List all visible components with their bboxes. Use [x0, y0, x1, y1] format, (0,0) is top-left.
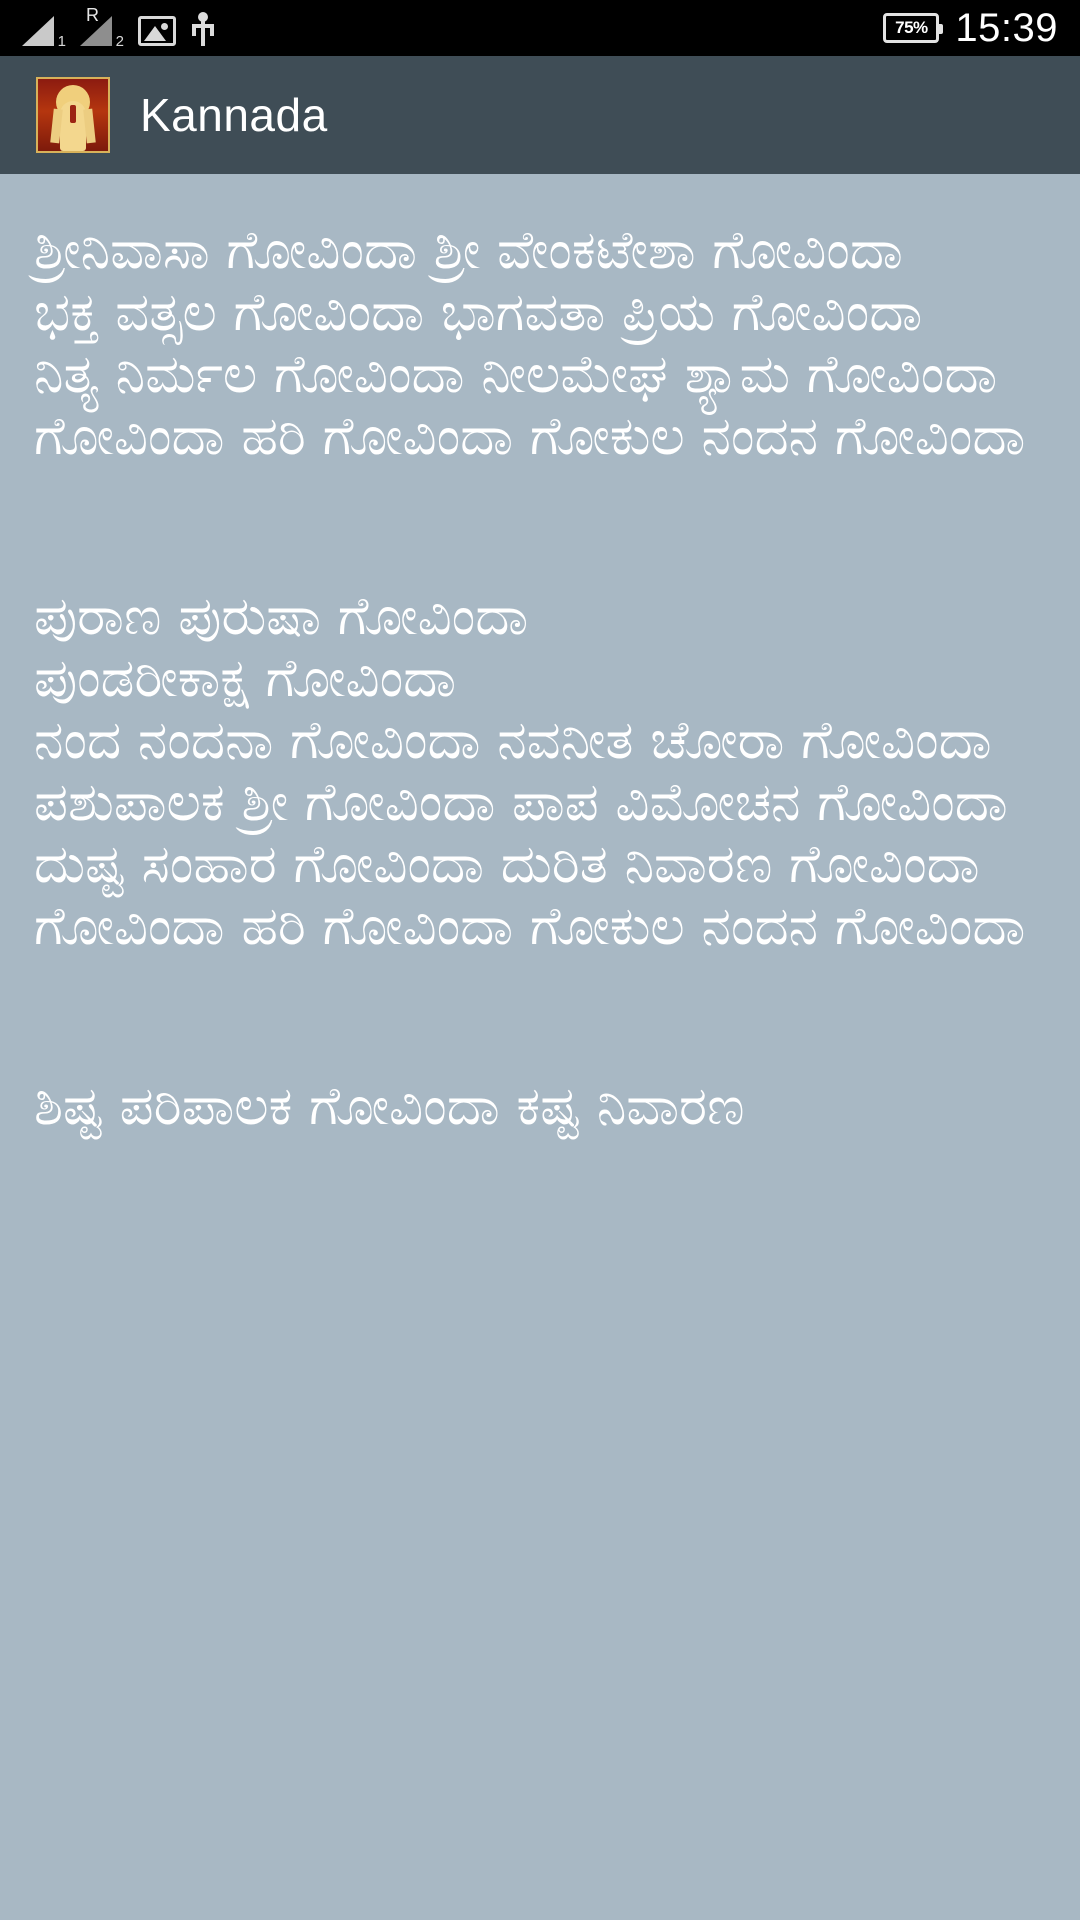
signal-bars-sim2-icon: [80, 5, 124, 50]
status-bar-clock: 15:39: [955, 5, 1058, 50]
lyrics-verse: [34, 1076, 1046, 1138]
lyrics-line: ದುಷ್ಟ ಸಂಹಾರ ಗೋವಿಂದಾ ದುರಿತ ನಿವಾರಣ ಗೋವಿಂದಾ: [34, 835, 980, 894]
battery-percent: 75%: [895, 18, 928, 37]
sim2-label: 2: [115, 33, 124, 50]
venkateswara-deity-icon: [36, 77, 110, 153]
lyrics-line: ನಿತ್ಯ ನಿರ್ಮಲ ಗೋವಿಂದಾ ನೀಲಮೇಘ ಶ್ಯಾಮ ಗೋವಿಂದಾ: [34, 345, 998, 404]
lyrics-line: ಶ್ರೀನಿವಾಸಾ ಗೋವಿಂದಾ ಶ್ರೀ ವೇಂಕಟೇಶಾ ಗೋವಿಂದಾ: [34, 221, 903, 280]
lyrics-verse: [34, 586, 1046, 958]
lyrics-line: ಪಶುಪಾಲಕ ಶ್ರೀ ಗೋವಿಂದಾ ಪಾಪ ವಿಮೋಚನ ಗೋವಿಂದಾ: [34, 773, 1008, 832]
signal-bars-sim1-icon: [22, 12, 66, 50]
battery-icon: [883, 13, 939, 43]
status-bar-left-icons: [22, 0, 216, 56]
lyrics-line: ಭಕ್ತ ವತ್ಸಲ ಗೋವಿಂದಾ ಭಾಗವತಾ ಪ್ರಿಯ ಗೋವಿಂದಾ: [34, 283, 923, 342]
lyrics-line: ಶಿಷ್ಟ ಪರಿಪಾಲಕ ಗೋವಿಂದಾ ಕಷ್ಟ ನಿವಾರಣ: [34, 1077, 745, 1136]
roaming-label: R: [86, 5, 99, 25]
lyrics-line: ನಂದ ನಂದನಾ ಗೋವಿಂದಾ ನವನೀತ ಚೋರಾ ಗೋವಿಂದಾ: [34, 711, 992, 770]
lyrics-verse: [34, 220, 1046, 468]
page-title: Kannada: [140, 89, 328, 141]
status-bar: [0, 0, 1080, 56]
lyrics-line: ಪುರಾಣ ಪುರುಷಾ ಗೋವಿಂದಾ: [34, 587, 529, 646]
usb-icon: [190, 12, 216, 46]
lyrics-line: ಪುಂಡರೀಕಾಕ್ಷ ಗೋವಿಂದಾ: [34, 649, 457, 708]
lyrics-scroll-area[interactable]: [0, 174, 1080, 1920]
app-bar: [0, 56, 1080, 174]
picture-icon: [138, 16, 176, 46]
lyrics-line: ಗೋವಿಂದಾ ಹರಿ ಗೋವಿಂದಾ ಗೋಕುಲ ನಂದನ ಗೋವಿಂದಾ: [34, 407, 1026, 466]
status-bar-right: [883, 6, 1058, 51]
sim1-label: 1: [57, 33, 66, 50]
lyrics-line: ಗೋವಿಂದಾ ಹರಿ ಗೋವಿಂದಾ ಗೋಕುಲ ನಂದನ ಗೋವಿಂದಾ: [34, 897, 1026, 956]
